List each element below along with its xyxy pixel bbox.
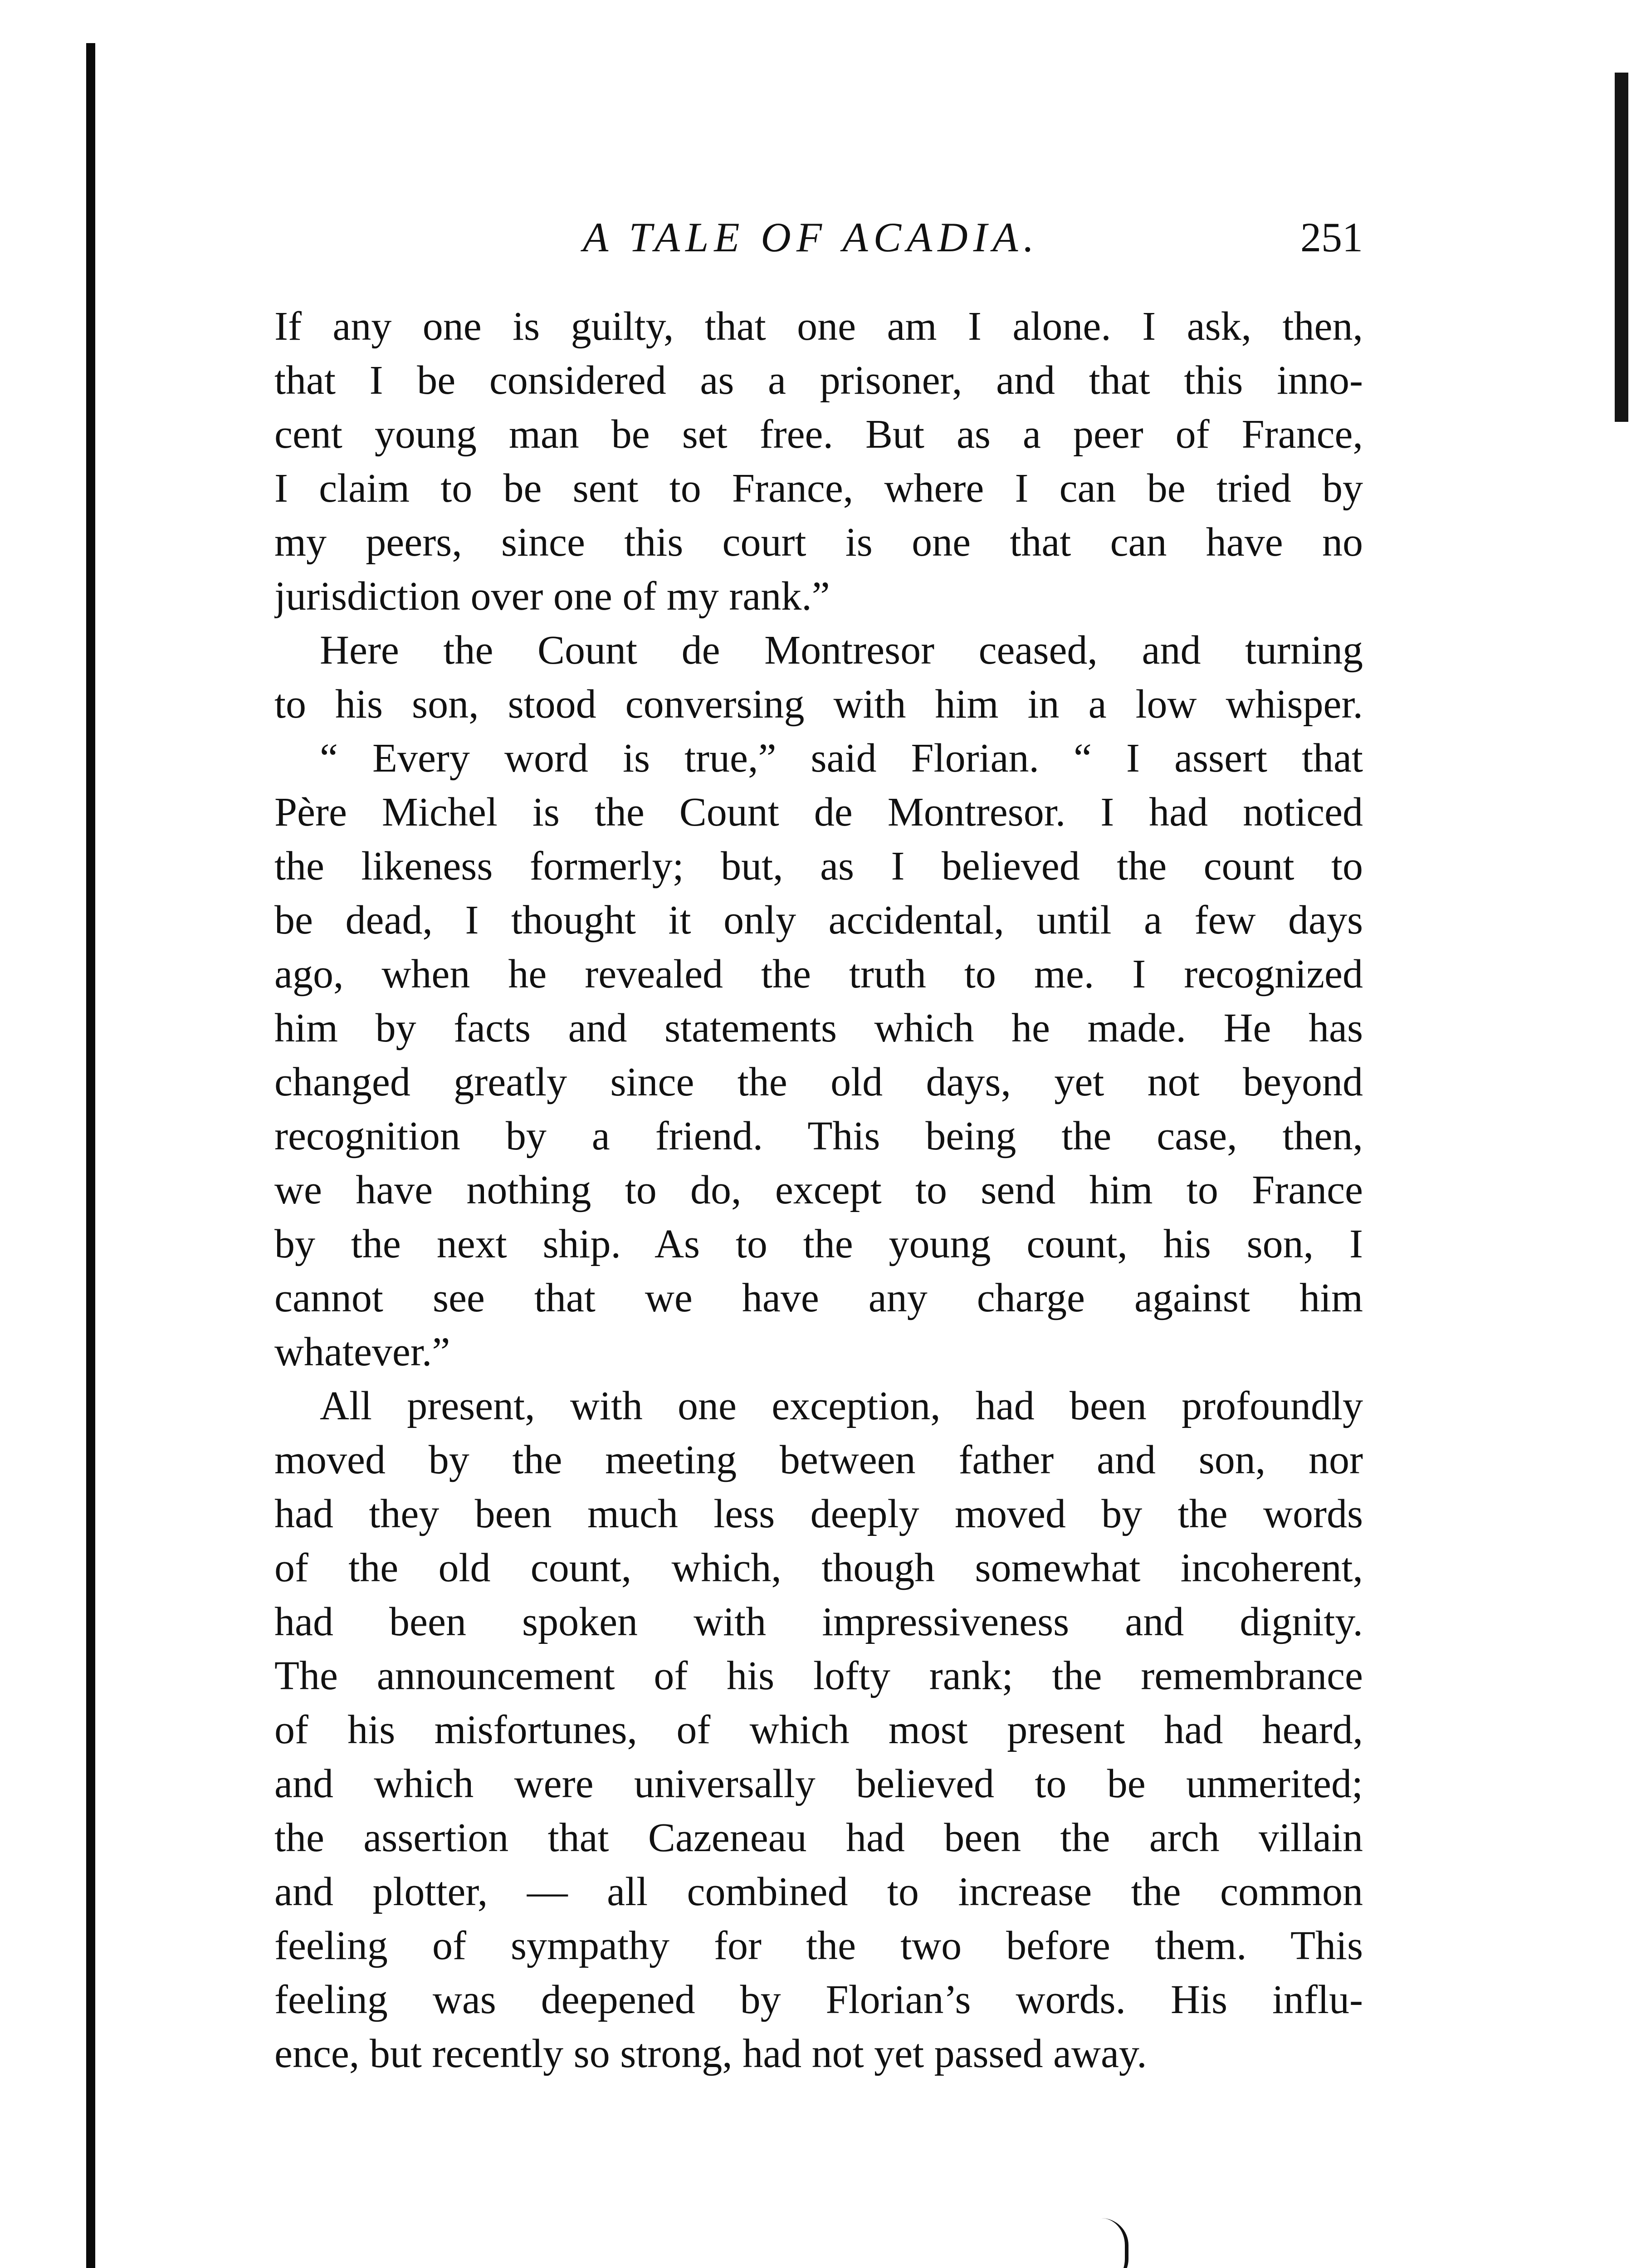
body-text	[274, 299, 1363, 2081]
text-line: cannot see that we have any charge against him	[274, 1276, 1363, 1320]
text-line: The announcement of his lofty rank; the remembrance	[274, 1653, 1363, 1698]
text-line: Here the Count de Montresor ceased, and turning	[320, 628, 1363, 673]
text-line: All present, with one exception, had been profoundly	[320, 1383, 1363, 1428]
text-line: to his son, stood conversing with him in a low whisper.	[274, 682, 1363, 727]
text-line: jurisdiction over one of my rank.”	[274, 574, 830, 619]
text-line: we have nothing to do, except to send him to France	[274, 1168, 1363, 1212]
text-line: Père Michel is the Count de Montresor. I had noticed	[274, 790, 1363, 835]
text-line: my peers, since this court is one that can have no	[274, 520, 1363, 565]
text-line: feeling of sympathy for the two before them. This	[274, 1923, 1363, 1968]
text-line: “ Every word is true,” said Florian. “ I assert that	[320, 736, 1363, 781]
text-line: by the next ship. As to the young count, his son, I	[274, 1222, 1363, 1266]
running-head: A TALE OF ACADIA.	[583, 214, 1040, 260]
page-header	[274, 213, 1363, 277]
text-line: feeling was deepened by Florian’s words. His influ-	[274, 1977, 1363, 2022]
text-line: of the old count, which, though somewhat incoherent,	[274, 1545, 1363, 1590]
text-line: cent young man be set free. But as a peer of France,	[274, 412, 1363, 457]
text-line: had they been much less deeply moved by the words	[274, 1491, 1363, 1536]
text-line: that I be considered as a prisoner, and that this inno-	[274, 358, 1363, 403]
text-line: If any one is guilty, that one am I alone. I ask, then,	[274, 304, 1363, 349]
scan-edge-left	[86, 43, 95, 2268]
text-line: recognition by a friend. This being the case, then,	[274, 1114, 1363, 1158]
text-line: moved by the meeting between father and son, nor	[274, 1437, 1363, 1482]
page-number: 251	[1300, 214, 1363, 260]
text-line: and plotter, — all combined to increase the common	[274, 1869, 1363, 1914]
text-line: ence, but recently so strong, had not yet passed away.	[274, 2031, 1147, 2076]
scan-edge-right	[1615, 73, 1628, 422]
stray-pen-mark	[1093, 2218, 1128, 2268]
text-line: had been spoken with impressiveness and dignity.	[274, 1599, 1363, 1644]
text-line: the likeness formerly; but, as I believed the count to	[274, 844, 1363, 889]
text-line: the assertion that Cazeneau had been the arch villain	[274, 1815, 1363, 1860]
text-line: of his misfortunes, of which most present had heard,	[274, 1707, 1363, 1752]
text-line: be dead, I thought it only accidental, until a few days	[274, 898, 1363, 943]
text-line: ago, when he revealed the truth to me. I recognized	[274, 952, 1363, 997]
text-line: I claim to be sent to France, where I can be tried by	[274, 466, 1363, 511]
text-line: changed greatly since the old days, yet not beyond	[274, 1060, 1363, 1105]
text-line: him by facts and statements which he made. He has	[274, 1006, 1363, 1051]
text-line: whatever.”	[274, 1330, 450, 1374]
text-line: and which were universally believed to be unmerited;	[274, 1761, 1363, 1806]
